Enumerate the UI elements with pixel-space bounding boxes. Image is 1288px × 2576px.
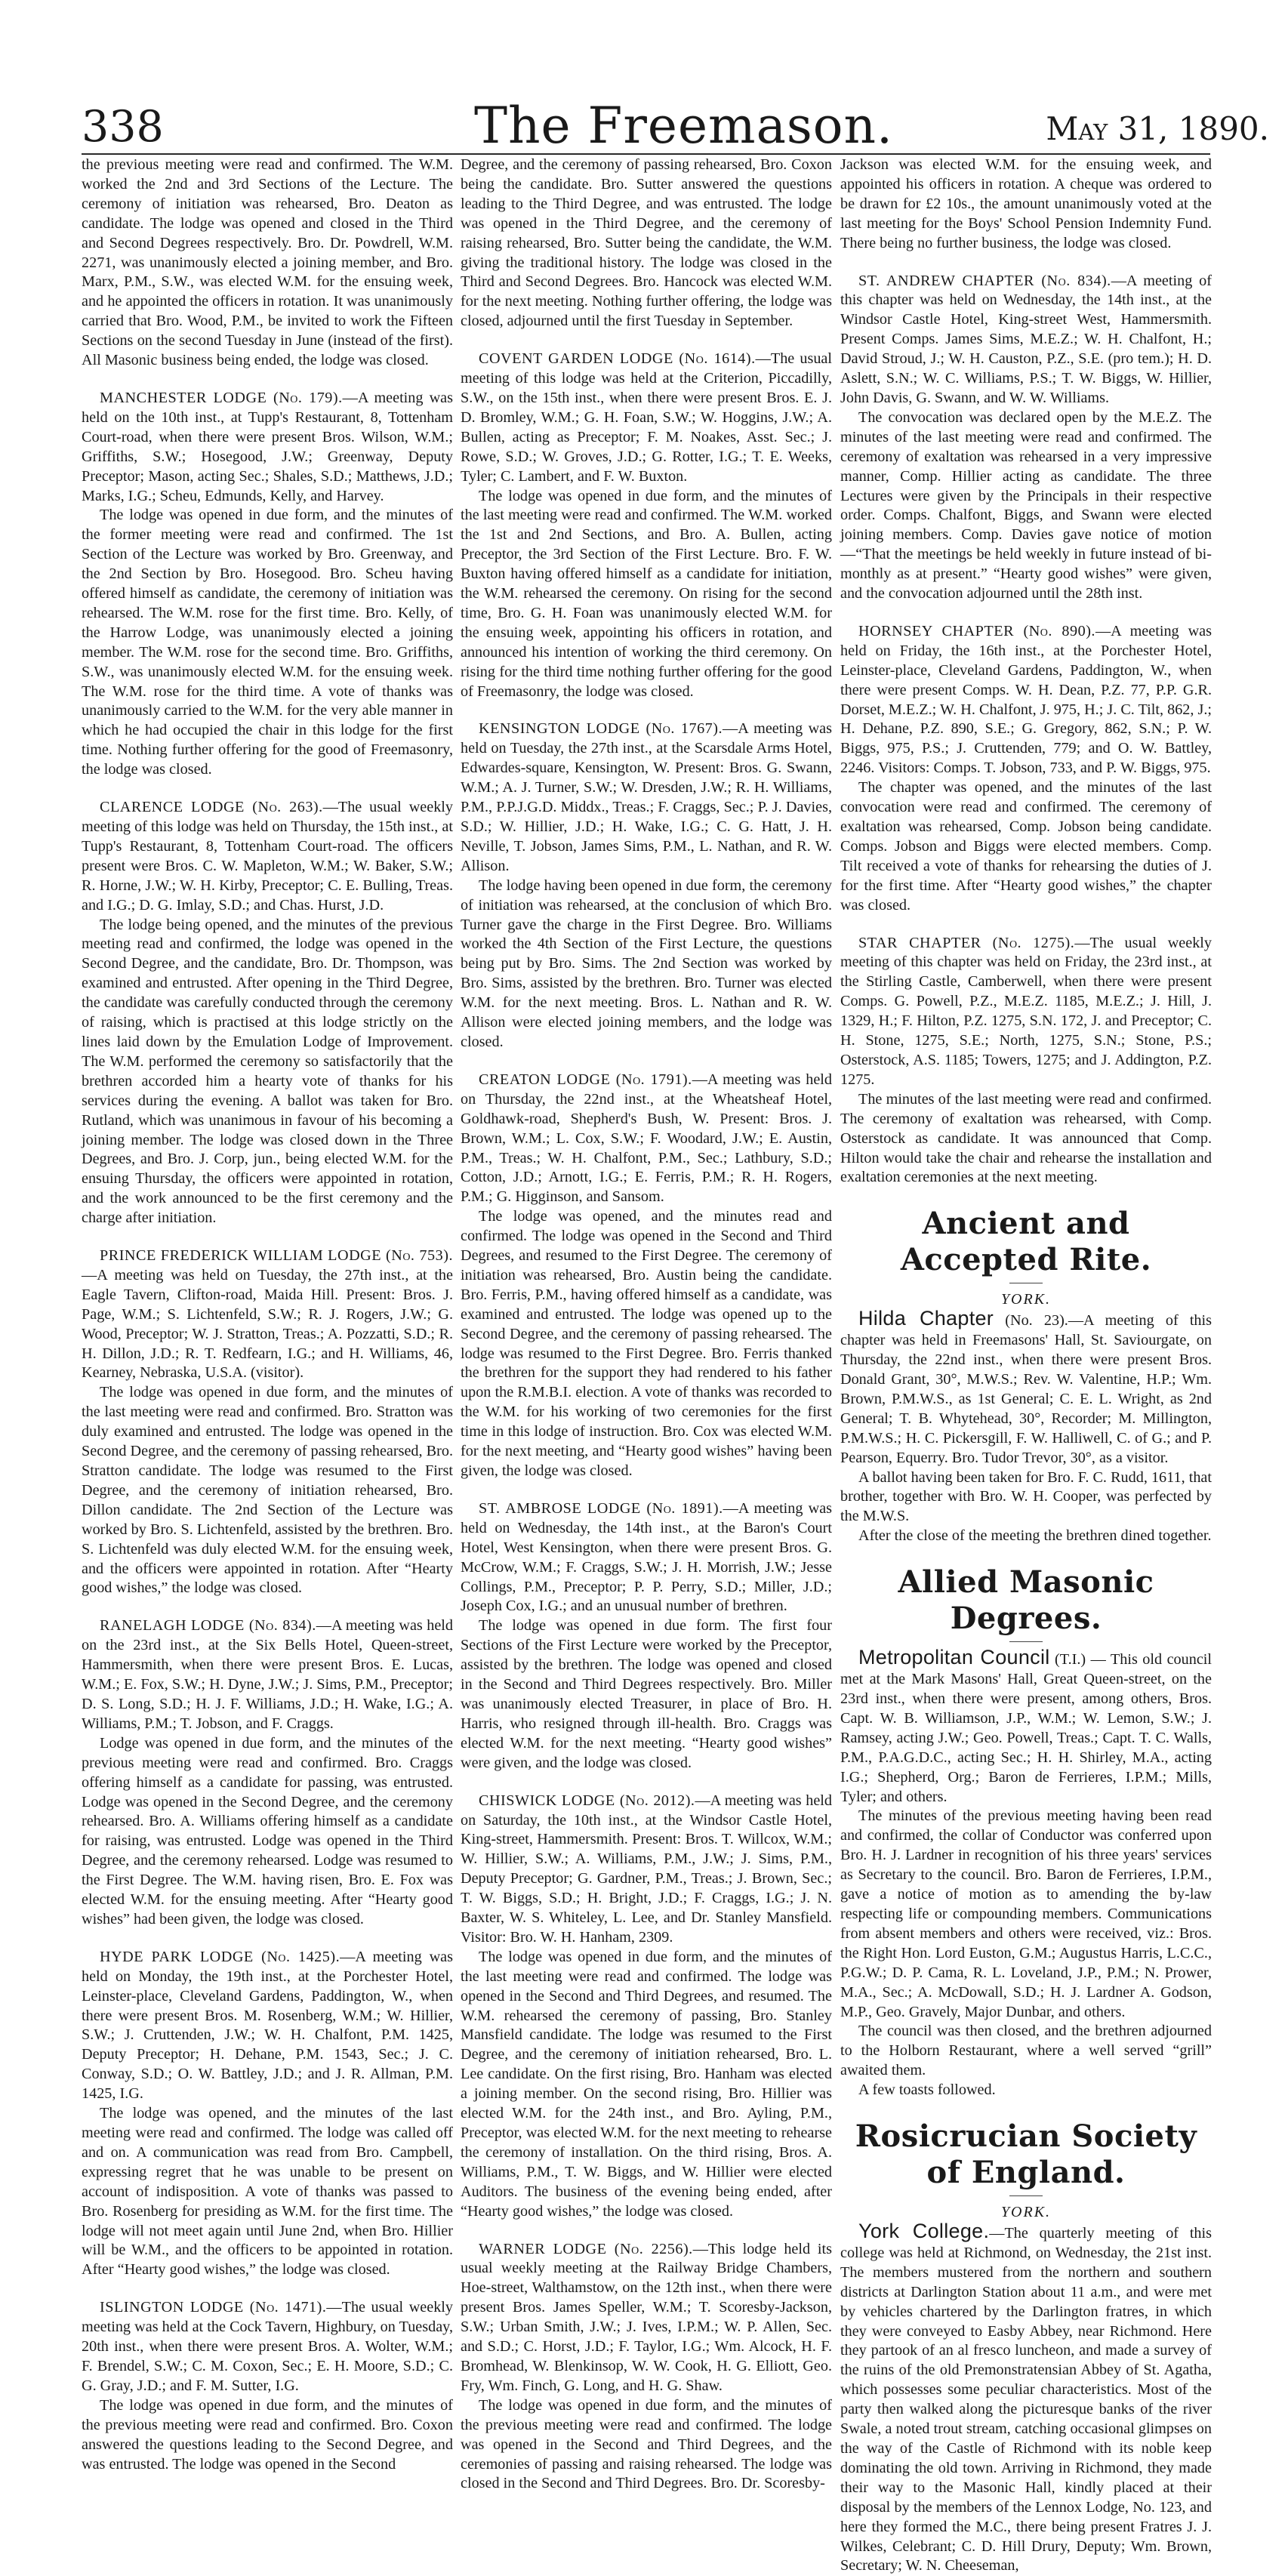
report-attendance: (T.I.) — This old council met at the Mark Masons' Hall, Great Queen-street, on the 23rd inst., when there were present, among others, Bros. Capt. W. B. Williamson, J.P., W.M.; W. Lemon, S.W.; J. Ramsey, acting J.W.; Geo. Powell, Treas.; Capt. T. C. Walls, P.M., P.A.G.D.C., acting Sec.; H. H. Shirley, M.A., acting I.G.; Shepherd, Org.; Baron de Ferrieres, I.P.M.; Mills, Tyler; and others. [840, 1651, 1212, 1805]
report-attendance: —The usual weekly meeting was held at the Cock Tavern, Highbury, on Tuesday, 20th inst., when there were present Bros. A. Wolter, W.M.; F. Brendel, S.W.; C. M. Coxon, Sec.; E. H. Moore, S.D.; C. G. Gray, J.D.; and F. M. Sutter, I.G. [82, 2299, 453, 2394]
report-attendance: —This lodge held its usual weekly meeting at the Railway Bridge Chambers, Hoe-street, Walthamstow, on the 12th inst., when there were present Bros. James Speller, W.M.; T. Scoresby-Jackson, S.W.; Urban Smith, J.W.; J. Ives, I.P.M.; W. P. Allen, Sec. and S.D.; C. Horst, J.D.; F. Taylor, I.G.; Wm. Alcock, H. F. Bromhead, W. Blenkinsop, W. W. Cook, H. G. Elliott, Geo. Fry, Wm. Finch, G. Long, and H. G. Shaw. [461, 2240, 832, 2394]
section-place: YORK. [1000, 2204, 1052, 2221]
lodge-report-manchester [82, 389, 453, 780]
report-attendance: —A meeting was held on Tuesday, the 27th inst., at the Eagle Tavern, Clifton-road, Maida Hill. Present: Bros. J. Page, W.M.; S. Lichtenfeld, S.W.; R. J. Rogers, J.W.; G. Wood, Preceptor; W. J. Stratton, Treas.; A. Pozzatti, S.D.; R. H. Dillon, J.D.; R. T. Redfearn, I.G.; and H. Williams, 46, Kearney, Nebraska, U.S.A. (visitor). [82, 1266, 453, 1382]
lodge-report-covent-garden [461, 350, 832, 701]
page-number: 338 [82, 102, 164, 152]
report-heading: CLARENCE LODGE (No. 263). [100, 799, 323, 816]
continued-report: Jackson was elected W.M. for the ensuing week, and appointed his officers in rotation. A cheque was ordered to be drawn for £2 10s., the amount unanimously voted at the last meeting for the Boys' School Pension Indemnity Fund. There being no further business, the lodge was closed. [840, 156, 1212, 251]
report-proceedings: The lodge being opened, and the minutes of the previous meeting read and confirmed, the lodge was opened in the Second Degree, and the candidate, Bro. Dr. Thompson, was examined and entrusted. After opening in the Third Degree, the candidate was carefully conducted through the ceremony of raising, which is practised at this lodge strictly on the lines laid down by the Emulation Lodge of Improvement. The W.M. performed the ceremony so satisfactorily that the brethren accorded him a hearty vote of thanks for his services during the evening. A ballot was taken for Bro. Rutland, which was unanimous in favour of his becoming a joining member. The lodge was closed down in the Three Degrees, and Bro. J. Corp, jun., being elected W.M. for the ensuing Thursday, the officers were appointed in rotation, and the work announced to be the first ceremony and the charge after initiation. [82, 916, 453, 1227]
report-proceedings: The chapter was opened, and the minutes of the last convocation were read and confirmed. The ceremony of exaltation was rehearsed, Comp. Jobson being candidate. Comps. Jobson and Biggs were elected members. Comp. Tilt received a vote of thanks for rehearsing the duties of J. for the first time. After “Hearty good wishes,” the chapter was closed. [840, 779, 1212, 914]
report-heading: COVENT GARDEN LODGE (No. 1614). [479, 350, 756, 368]
report-heading: CHISWICK LODGE (No. 2012). [479, 1792, 695, 1809]
section-divider [1009, 2195, 1043, 2196]
report-proceedings: The convocation was declared open by the M.E.Z. The minutes of the last meeting were read and confirmed. The ceremony of exaltation was rehearsed in a very impressive manner, Comp. Hillier acting as candidate. The three Lectures were given by the Principals in their respective order. Comps. Chalfont, Biggs, and Swann were elected joining members. Comp. Davies gave notice of motion —“That the meetings be held weekly in future instead of bi-monthly as at present.” “Hearty good wishes” were given, and the convocation adjourned until the 28th inst. [840, 408, 1212, 602]
chapter-report-hornsey [840, 622, 1212, 916]
issue-date: May 31, 1890. [1046, 110, 1269, 147]
lodge-report-islington [82, 2298, 453, 2474]
lodge-report-warner [461, 2240, 832, 2494]
chapter-report-star [840, 934, 1212, 1188]
column-3 [840, 156, 1212, 2574]
report-proceedings: The lodge was opened in due form, and the minutes of the last meeting were read and confirmed. Bro. Stratton was duly examined and entrusted. The lodge was opened in the Second Degree, and the ceremony of passing rehearsed, Bro. Stratton candidate. The lodge was resumed to the First Degree, and the ceremony of initiation rehearsed, Bro. Dillon candidate. The 2nd Section of the Lecture was worked by Bro. S. Lichtenfeld, assisted by the brethren. Bro. S. Lichtenfeld was duly elected W.M. for the ensuing week, and the officers were appointed in rotation. After “Hearty good wishes,” the lodge was closed. [82, 1384, 453, 1597]
report-closing: The council was then closed, and the brethren adjourned to the Holborn Restaurant, where a well served “grill” awaited them. [840, 2023, 1212, 2079]
continued-report: Degree, and the ceremony of passing rehearsed, Bro. Coxon being the candidate. Bro. Sutter answered the questions leading to the Third Degree, and was entrusted. The lodge was opened in the Third Degree, and the ceremony of raising rehearsed, Bro. Sutter being the candidate, the W.M. giving the traditional history. The lodge was closed in the Third and Second Degrees. Bro. Hancock was elected W.M. for the next meeting. Nothing further offering, the lodge was closed, adjourned until the first Tuesday in September. [461, 156, 832, 330]
report-heading: MANCHESTER LODGE (No. 179). [100, 389, 343, 406]
report-proceedings: The lodge was opened in due form. The first four Sections of the First Lecture were worked by the Preceptor, assisted by the brethren. The lodge was opened and closed in the Second and Third Degrees respectively. Bro. Miller was unanimously elected Treasurer, in place of Bro. H. Harris, who resigned through ill-health. Bro. Craggs was elected W.M. for the next meeting. “Hearty good wishes” were given, and the lodge was closed. [461, 1617, 832, 1771]
lodge-report-ranelagh [82, 1616, 453, 1930]
lodge-report-st-ambrose [461, 1499, 832, 1773]
section-heading-rosicrucian-society: Rosicrucian Society of England. [855, 2118, 1197, 2191]
chapter-report-st-andrew [840, 272, 1212, 604]
report-heading: STAR CHAPTER (No. 1275). [858, 934, 1075, 951]
newspaper-title: The Freemason. [473, 97, 894, 155]
college-report-york [840, 2222, 1212, 2576]
report-heading: ST. ANDREW CHAPTER (No. 834). [858, 272, 1111, 289]
column-1 [82, 156, 453, 2473]
report-attendance: —The usual weekly meeting of this lodge was held on Thursday, the 15th inst., at Tupp's Restaurant, 8, Tottenham Court-road. The officers present were Bros. C. W. Mapleton, W.M.; W. Baker, S.W.; R. Horne, J.W.; W. H. Kirby, Preceptor; C. E. Bulling, Treas. and I.G.; D. G. Imlay, S.D.; and Chas. Hurst, J.D. [82, 799, 453, 914]
header-rule [82, 153, 1210, 155]
column-2 [461, 156, 833, 2492]
lodge-report-clarence [82, 798, 453, 1228]
report-attendance: —The usual meeting of this lodge was held at the Criterion, Piccadilly, S.W., on the 15th inst., when there were present Bros. E. J. D. Bromley, W.M.; G. H. Foan, S.W.; W. Hoggins, J.W.; A. Bullen, acting as Preceptor; F. M. Noakes, Asst. Sec.; J. Rowe, S.D.; W. Groves, J.D.; G. Rotter, I.G.; T. E. Weeks, Tyler; C. Lambert, and F. W. Buxton. [461, 350, 832, 485]
report-proceedings: The lodge was opened, and the minutes read and confirmed. The lodge was opened in the Second and Third Degrees, and resumed to the First Degree. The ceremony of initiation was rehearsed, Bro. Austin being the candidate. Bro. Ferris, P.M., having offered himself as a candidate, was examined and entrusted. The lodge was opened up to the Second Degree, and the ceremony of passing rehearsed. The lodge was resumed to the First Degree. Bro. Ferris thanked the brethren for the support they had rendered to his father upon the R.M.B.I. election. A vote of thanks was recorded to the W.M. for his working of two ceremonies for the first time in this lodge of instruction. Bro. Cox was elected W.M. for the next meeting, and “Hearty good wishes” having been given, the lodge was closed. [461, 1208, 832, 1479]
report-attendance: —A meeting was held on Saturday, the 10th inst., at the Windsor Castle Hotel, King-street, Hammersmith. Present: Bros. T. Willcox, W.M.; W. Hillier, S.W.; A. Williams, P.M., J.W.; J. Sims, P.M., Deputy Preceptor; G. Gardner, P.M., Treas.; J. Brown, Sec.; T. W. Biggs, S.D.; H. Bright, J.D.; F. Craggs, I.G.; J. N. Baxter, W. S. Whiteley, L. Lee, and Dr. Stanley Mansfield. Visitor: Bro. W. H. Hanham, 2309. [461, 1792, 832, 1946]
report-heading: HYDE PARK LODGE (No. 1425). [100, 1948, 340, 1965]
report-proceedings: —The quarterly meeting of this college was held at Richmond, on Wednesday, the 21st inst. The members mustered from the northern and southern districts at Darlington Station about 11 a.m., and were met by vehicles chartered by the Darlington fratres, in which they were conveyed to Easby Abbey, near Richmond. Here they partook of an al fresco luncheon, and made a survey of the ruins of the old Premonstratensian Abbey of St. Agatha, which possesses some peculiar characteristics. Most of the party then walked along the picturesque banks of the river Swale, a noted trout stream, catching occasional glimpses on the way of the Castle of Richmond with its noble keep dominating the old town. Arriving in Richmond, they made their way to the Masonic Hall, kindly placed at their disposal by the members of the Lennox Lodge, No. 123, and here they formed the M.C., there being present Fratres J. J. Wilkes, Celebrant; C. D. Hill Drury, Deputy; Wm. Brown, Secretary; W. N. Cheeseman, [840, 2225, 1212, 2574]
report-proceedings: The lodge was opened in due form, and the minutes of the last meeting were read and confirmed. The W.M. worked the 1st and 2nd Sections, and Bro. A. Bullen, acting Preceptor, the 3rd Section of the First Lecture. Bro. F. W. Buxton having offered himself as a candidate for initiation, the W.M. rehearsed the ceremony. On rising for the second time, Bro. G. H. Foan was unanimously elected W.M. for the ensuing week, appointing his officers in rotation, and announced his intention of working the third ceremony. On rising for the third time nothing further offering for the good of Freemasonry, the lodge was closed. [461, 487, 832, 700]
section-place: YORK. [1000, 1291, 1052, 1308]
report-proceedings: The lodge was opened in due form, and the minutes of the previous meeting were read and confirmed. Bro. Coxon answered the questions leading to the Second Degree, and was entrusted. The lodge was opened in the Second [82, 2396, 453, 2473]
report-heading: RANELAGH LODGE (No. 834). [100, 1617, 316, 1635]
report-heading: York College. [858, 2220, 990, 2243]
report-attendance: —A meeting was held on Tuesday, the 27th inst., at the Scarsdale Arms Hotel, Edwardes-square, Kensington, W. Present: Bros. G. Swann, W.M.; A. J. Turner, S.W.; W. Dresden, J.W.; R. H. Williams, P.M., P.P.J.G.D. Middx., Treas.; F. Craggs, Sec.; P. J. Davies, S.D.; W. Hillier, J.D.; H. Wake, I.G.; C. G. Hatt, J. H. Neville, T. Jobson, James Sims, P.M., L. Nathan, and R. W. Allison. [461, 720, 832, 874]
report-closing: After the close of the meeting the brethren dined together. [858, 1527, 1212, 1545]
section-divider [1009, 1641, 1043, 1642]
report-heading: ST. AMBROSE LODGE (No. 1891). [479, 1499, 723, 1517]
report-heading: HORNSEY CHAPTER (No. 890). [858, 622, 1095, 639]
report-proceedings: The lodge was opened in due form, and the minutes of the last meeting were read and confirmed. The lodge was opened in the Second and Third Degrees, and resumed. The W.M. rehearsed the ceremony of passing, Bro. Stanley Mansfield candidate. The lodge was resumed to the First Degree, and the ceremony of initiation rehearsed, Bro. L. Lee candidate. On the first rising, Bro. Hanham was elected a joining member. On the second rising, Bro. Hillier was elected W.M. for the 24th inst., and Bro. Ayling, P.M., Preceptor, was elected W.M. for the next meeting to rehearse the ceremony of installation. On the third rising, Bros. A. Williams, P.M., T. W. Biggs, and W. Hillier were elected Auditors. The business of the evening being ended, after “Hearty good wishes,” the lodge was closed. [461, 1948, 832, 2220]
chapter-report-hilda [840, 1309, 1212, 1546]
report-heading: KENSINGTON LODGE (No. 1767). [479, 720, 723, 738]
report-heading: ISLINGTON LODGE (No. 1471). [100, 2299, 327, 2316]
council-report-metropolitan [840, 1648, 1212, 2100]
report-attendance: (No. 23).—A meeting of this chapter was held in Freemasons' Hall, St. Saviourgate, on Thursday, the 22nd inst., when there were present Bros. Donald Grant, 30°, M.W.S.; Rev. W. Valentine, H.P.; Wm. Brown, P.M.W.S., as 1st General; C. E. L. Wright, as 2nd General; T. B. Whytehead, 30°, Recorder; M. Millington, P.M.W.S.; H. C. Pickersgill, F. W. Halliwell, C. of G.; and P. Pearson, Equerry. Bro. Tudor Trevor, 30°, as a visitor. [840, 1312, 1212, 1466]
report-toasts: A few toasts followed. [858, 2081, 996, 2099]
report-attendance: —A meeting of this chapter was held on Wednesday, the 14th inst., at the Windsor Castle Hotel, King-street West, Hammersmith. Present Comps. James Sims, M.E.Z.; W. H. Chalfont, H.; David Stroud, J.; W. H. Causton, P.Z., S.E. (pro tem.); H. D. Aslett, S.N.; W. C. Williams, P.S.; T. W. Biggs, W. Hillier, John Davis, G. Swann, and W. W. Williams. [840, 272, 1212, 406]
report-proceedings: Lodge was opened in due form, and the minutes of the previous meeting were read and confirmed. Bro. Craggs offering himself as a candidate for passing, was entrusted. Lodge was opened in the Second Degree, and the ceremony rehearsed. Bro. A. Williams offering himself as a candidate for raising, was entrusted. Lodge was opened in the Third Degree, and the ceremony rehearsed. Lodge was resumed to the First Degree. The W.M. having risen, Bro. E. Fox was elected W.M. for the ensuing meeting. After “Hearty good wishes” had been given, the lodge was closed. [82, 1734, 453, 1927]
section-heading-ancient-accepted-rite: Ancient and Accepted Rite. [900, 1206, 1152, 1278]
report-heading: Hilda Chapter [858, 1307, 994, 1330]
report-attendance: —A meeting was held on Monday, the 19th inst., at the Porchester Hotel, Leinster-place, Cleveland Gardens, Paddington, W., when there were present Bros. M. Rosenberg, W.M.; W. Hillier, S.W.; J. Cruttenden, J.W.; W. H. Chalfont, P.M. 1425, Deputy Preceptor; H. Dehane, P.M. 1543, Sec.; J. C. Conway, S.D.; O. W. Battley, J.D.; and J. R. Allman, P.M. 1425, I.G. [82, 1948, 453, 2103]
report-heading: Metropolitan Council [858, 1646, 1050, 1669]
report-attendance: —A meeting was held on Thursday, the 22nd inst., at the Wheatsheaf Hotel, Goldhawk-road, Shepherd's Bush, W. Present: Bros. J. Brown, W.M.; L. Cox, S.W.; F. Woodard, J.W.; E. Austin, P.M., Treas.; W. H. Chalfont, P.M., Sec.; Lathbury, S.D.; Cotton, J.D.; Arnott, I.G.; E. Ferris, P.M.; R. H. Rogers, P.M.; G. Higginson, and Sansom. [461, 1071, 832, 1206]
lodge-report-chiswick [461, 1792, 832, 2222]
report-attendance: —A meeting was held on the 23rd inst., at the Six Bells Hotel, Queen-street, Hammersmith, when there were present Bros. E. Lucas, W.M.; E. Fox, S.W.; H. Dyne, J.W.; J. Sims, P.M., Preceptor; D. S. Long, S.D.; H. J. F. Williams, J.D.; H. Wake, I.G.; A. Williams, P.M.; T. Jobson, and F. Craggs. [82, 1617, 453, 1732]
report-attendance: —The usual weekly meeting of this chapter was held on Friday, the 23rd inst., at the Stirling Castle, Camberwell, when there were present Comps. G. Powell, P.Z., M.E.Z. 1185, M.E.Z.; J. Hill, J. 1329, H.; F. Hilton, P.Z. 1275, S.N. 172, J. and Preceptor; C. H. Stone, 1275, S.E.; North, 1275, S.N.; Stone, P.S.; Osterstock, A.S. 1185; Towers, 1275; and J. Addington, P.Z. 1275. [840, 934, 1212, 1088]
report-attendance: —A meeting was held on Friday, the 16th inst., at the Porchester Hotel, Leinster-place, Cleveland Gardens, Paddington, W., when there were present Comps. W. H. Dean, P.Z. 77, P.P. G.R. Dorset, M.E.Z.; W. H. Chalfont, J. 975, H.; J. C. Tilt, 862, J.; H. Dehane, P.Z. 890, S.E.; G. Gregory, 862, S.N.; P. W. Biggs, 975, P.S.; J. Cruttenden, 779; and O. W. Battley, 2246. Visitors: Comps. T. Jobson, 733, and P. W. Biggs, 975. [840, 622, 1212, 777]
report-proceedings: The minutes of the previous meeting having been read and confirmed, the collar of Conductor was conferred upon Bro. H. J. Lardner in recognition of his three years' services as Secretary to the council. Bro. Baron de Ferrieres, I.P.M., gave a notice of motion as to amending the by-law respecting life or compounding members. Communications from absent members and others were received, viz.: Bros. the Right Hon. Lord Euston, G.M.; Augustus Harris, L.C.C., P.G.W.; D. P. Cama, R. L. Loveland, J.P., P.M.; N. Prower, M.A., Sec.; A. McDowall, S.D.; H. J. Lardner A. Godson, M.P., Geo. Gravely, Major Dunbar, and others. [840, 1807, 1212, 2020]
report-attendance: —A meeting was held on Wednesday, the 14th inst., at the Baron's Court Hotel, West Kensington, when there were present Bros. G. McCrow, W.M.; F. Craggs, S.W.; J. H. Morrish, J.W.; Jesse Collings, P.M., Preceptor; P. P. Perry, S.D.; Miller, J.D.; Joseph Cox, I.G.; and an unusual number of brethren. [461, 1499, 833, 1615]
report-heading: PRINCE FREDERICK WILLIAM LODGE (No. 753). [100, 1247, 453, 1265]
report-proceedings: The lodge was opened in due form, and the minutes of the former meeting were read and confirmed. The 1st Section of the Lecture was worked by Bro. Greenway, and the 2nd Section by Bro. Hosegood. Bro. Scheu having offered himself as candidate, the ceremony of initiation was rehearsed. The W.M. rose for the first time. Bro. Kelly, of the Harrow Lodge, was unanimously elected a joining member. The W.M. rose for the second time. Bro. Griffiths, S.W., was unanimously elected W.M. for the ensuing week. The W.M. rose for the third time. A vote of thanks was unanimously carried to the W.M. for the very able manner in which he had occupied the chair in this lodge for the first time. Nothing further offering for the good of Freemasonry, the lodge was closed. [82, 507, 453, 778]
report-heading: WARNER LODGE (No. 2256). [479, 2240, 693, 2257]
continued-report: the previous meeting were read and confirmed. The W.M. worked the 2nd and 3rd Sections of the Lecture. The ceremony of initiation was rehearsed, Bro. Deaton as candidate. The lodge was opened and closed in the Third and Second Degrees respectively. Bro. Dr. Powdrell, W.M. 2271, was unanimously elected a joining member, and Bro. Marx, P.M., S.W., was elected W.M. for the ensuing week, and he appointed the officers in rotation. It was unanimously carried that Bro. Wood, P.M., be invited to work the Fifteen Sections on the second Tuesday in June (instead of the first). All Masonic business being ended, the lodge was closed. [82, 156, 453, 369]
report-proceedings: A ballot having been taken for Bro. F. C. Rudd, 1611, that brother, together with Bro. W. H. Cooper, was perfected by the M.W.S. [840, 1468, 1212, 1525]
lodge-report-creaton [461, 1071, 832, 1481]
lodge-report-kensington [461, 719, 832, 1052]
lodge-report-prince-frederick-william [82, 1246, 453, 1598]
report-proceedings: The lodge was opened in due form, and the minutes of the previous meeting were read and confirmed. The lodge was opened in the Second and Third Degrees, and the ceremonies of passing and raising rehearsed. The lodge was closed in the Second and Third Degrees. Bro. Dr. Scoresby- [461, 2396, 832, 2492]
report-attendance: —A meeting was held on the 10th inst., at Tupp's Restaurant, 8, Tottenham Court-road, when there were present Bros. Wilson, W.M.; Griffiths, S.W.; Hosegood, J.W.; Greenway, Deputy Preceptor; Mason, acting Sec.; Shales, S.D.; Matthews, J.D.; Marks, I.G.; Scheu, Edmunds, Kelly, and Harvey. [82, 389, 453, 504]
report-heading: CREATON LODGE (No. 1791). [479, 1071, 692, 1088]
report-proceedings: The lodge was opened, and the minutes of the last meeting were read and confirmed. The lodge was called off and on. A communication was read from Bro. Campbell, expressing regret that he was unable to be present on account of indisposition. A vote of thanks was passed to Bro. Rosenberg for presiding as W.M. for the first time. The lodge will not meet again until June 2nd, when Bro. Hillier will be W.M., and the officers to be appointed in rotation. After “Hearty good wishes,” the lodge was closed. [82, 2105, 453, 2279]
report-proceedings: The minutes of the last meeting were read and confirmed. The ceremony of exaltation was rehearsed, with Comp. Osterstock as candidate. It was announced that Comp. Hilton would take the chair and rehearse the installation and exaltation ceremonies at the next meeting. [840, 1090, 1212, 1186]
lodge-report-hyde-park [82, 1948, 453, 2280]
report-proceedings: The lodge having been opened in due form, the ceremony of initiation was rehearsed, at the conclusion of which Bro. Turner gave the charge in the First Degree. Bro. Williams worked the 4th Section of the First Lecture, the questions being put by Bro. Sims. The 2nd Section was worked by Bro. Sims, assisted by the brethren. Bro. Turner was elected W.M. for the next meeting. Bros. L. Nathan and R. W. Allison were elected joining members, and the lodge was closed. [461, 877, 832, 1050]
section-heading-allied-masonic-degrees: Allied Masonic Degrees. [898, 1564, 1154, 1637]
